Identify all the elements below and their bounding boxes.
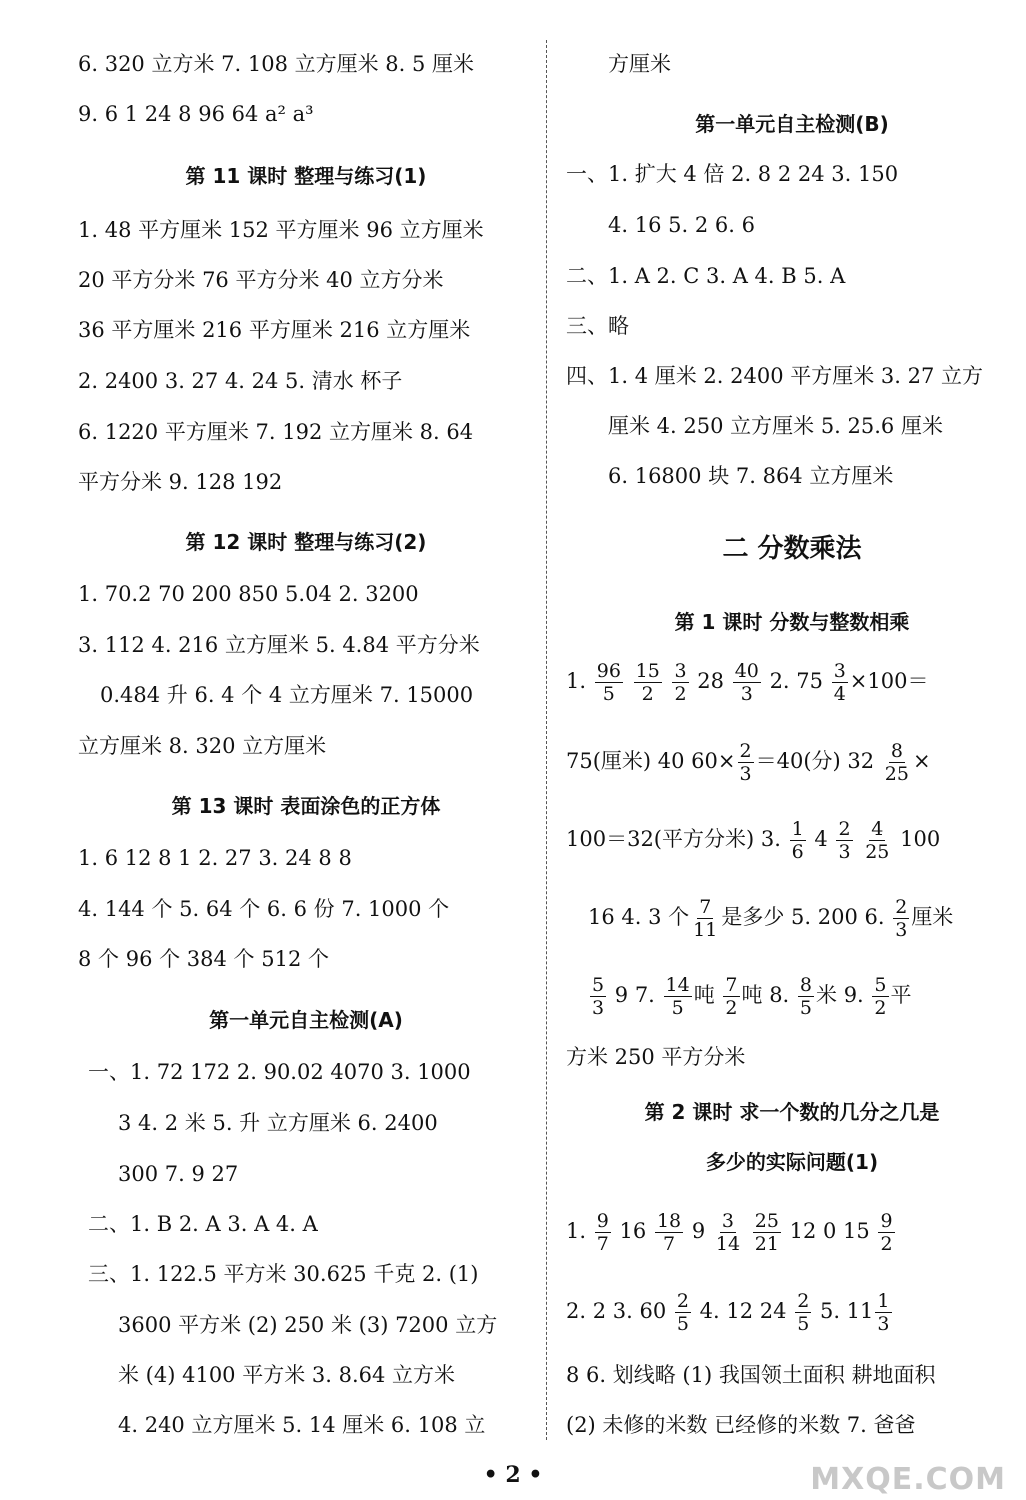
fraction: $\frac{7}{2}$	[725, 974, 738, 1019]
answer-line: 6. 1220 平方厘米 7. 192 立方厘米 8. 64	[78, 420, 474, 444]
answer-line: 2. 2 3. 60 $\frac{2}{5}$ 4. 12 24 $\frac{2}{5}$ 5. 11 $\frac{1}{3}$	[566, 1290, 890, 1335]
answer-line: 8 个 96 个 384 个 512 个	[78, 947, 329, 971]
fraction: $\frac{25}{21}$	[754, 1210, 779, 1255]
answer-line: 二、1. A 2. C 3. A 4. B 5. A	[566, 264, 846, 288]
answer-line: 6. 320 立方米 7. 108 立方厘米 8. 5 厘米	[78, 52, 475, 76]
chapter-title: 二 分数乘法	[722, 534, 862, 564]
answer-line: 四、1. 4 厘米 2. 2400 平方厘米 3. 27 立方	[566, 364, 984, 388]
answer-line: 4. 16 5. 2 6. 6	[608, 213, 755, 237]
fraction: $\frac{7}{11}$	[693, 896, 718, 941]
section-heading: 第一单元自主检测(B)	[695, 112, 889, 136]
fraction: $\frac{14}{5}$	[665, 974, 690, 1019]
answer-line: 3 4. 2 米 5. 升 立方厘米 6. 2400	[118, 1111, 438, 1135]
answer-line: 1. 48 平方厘米 152 平方厘米 96 立方厘米	[78, 218, 484, 242]
fraction: $\frac{2}{3}$	[838, 818, 851, 863]
column-divider	[546, 40, 547, 1440]
answer-line: 4. 144 个 5. 64 个 6. 6 份 7. 1000 个	[78, 897, 450, 921]
answer-line: 9. 6 1 24 8 96 64 a² a³	[78, 102, 314, 126]
answer-line: 0.484 升 6. 4 个 4 立方厘米 7. 15000	[100, 683, 474, 707]
answer-line: 1. 70.2 70 200 850 5.04 2. 3200	[78, 582, 419, 606]
answer-line: 1. 6 12 8 1 2. 27 3. 24 8 8	[78, 846, 352, 870]
answer-line: (2) 未修的米数 已经修的米数 7. 爸爸	[566, 1413, 916, 1437]
fraction: $\frac{96}{5}$	[596, 660, 621, 705]
fraction: $\frac{15}{2}$	[635, 660, 660, 705]
answer-line: 一、1. 扩大 4 倍 2. 8 2 24 3. 150	[566, 162, 899, 186]
answer-line: 1. $\frac{9}{7}$ 16 $\frac{18}{7}$ 9 $\frac{3}{14}$ $\frac{25}{21}$ 12 0 15 $\frac{9}{2}$	[566, 1210, 893, 1255]
answer-line: 平方分米 9. 128 192	[78, 470, 283, 494]
answer-line: 3600 平方米 (2) 250 米 (3) 7200 立方	[118, 1313, 498, 1337]
answer-line: 20 平方分米 76 平方分米 40 立方分米	[78, 268, 444, 292]
fraction: $\frac{2}{3}$	[895, 896, 908, 941]
fraction: $\frac{1}{6}$	[791, 818, 804, 863]
answer-line: $\frac{5}{3}$ 9 7. $\frac{14}{5}$ 吨 $\frac{7}{2}$ 吨 8. $\frac{8}{5}$ 米 9. $\frac{5}{2}$ 平	[592, 974, 912, 1019]
answer-line: 6. 16800 块 7. 864 立方厘米	[608, 464, 894, 488]
section-heading: 多少的实际问题(1)	[705, 1150, 879, 1174]
fraction: $\frac{4}{25}$	[865, 818, 890, 863]
fraction: $\frac{9}{2}$	[880, 1210, 893, 1255]
answer-line: 2. 2400 3. 27 4. 24 5. 清水 杯子	[78, 369, 403, 393]
answer-line: 8 6. 划线略 (1) 我国领土面积 耕地面积	[566, 1363, 936, 1387]
fraction: $\frac{8}{5}$	[799, 974, 813, 1019]
fraction: $\frac{5}{2}$	[874, 974, 887, 1019]
fraction: $\frac{8}{25}$	[884, 740, 909, 785]
fraction: $\frac{18}{7}$	[656, 1210, 682, 1255]
section-heading: 第一单元自主检测(A)	[209, 1008, 403, 1032]
answer-line: 三、1. 122.5 平方米 30.625 千克 2. (1)	[88, 1262, 479, 1286]
fraction: $\frac{2}{3}$	[739, 740, 752, 785]
fraction: $\frac{40}{3}$	[734, 660, 759, 705]
fraction: $\frac{5}{3}$	[592, 974, 605, 1019]
answer-line: 方米 250 平方分米	[566, 1045, 746, 1069]
section-heading: 第 11 课时 整理与练习(1)	[185, 164, 427, 188]
answer-line: 36 平方厘米 216 平方厘米 216 立方厘米	[78, 318, 471, 342]
page-number: • 2 •	[483, 1462, 543, 1488]
section-heading: 第 13 课时 表面涂色的正方体	[171, 794, 441, 818]
answer-line: 立方厘米 8. 320 立方厘米	[78, 734, 327, 758]
watermark-logo: MXQE.COM	[810, 1462, 1006, 1497]
fraction: $\frac{2}{5}$	[797, 1290, 810, 1335]
answer-line: 1. $\frac{96}{5}$ $\frac{15}{2}$ $\frac{3}{2}$ 28 $\frac{40}{3}$ 2. 75 $\frac{3}{4}$ ×100＝	[566, 660, 929, 705]
answer-line: 方厘米	[608, 52, 671, 76]
answer-line: 4. 240 立方厘米 5. 14 厘米 6. 108 立	[118, 1413, 486, 1437]
fraction: $\frac{3}{4}$	[833, 660, 846, 705]
answer-line: 三、略	[566, 314, 629, 338]
answer-line: 一、1. 72 172 2. 90.02 4070 3. 1000	[88, 1060, 471, 1084]
answer-line: 米 (4) 4100 平方米 3. 8.64 立方米	[118, 1363, 456, 1387]
answer-line: 75(厘米) 40 60× $\frac{2}{3}$ ＝40(分) 32 $\frac{8}{25}$ ×	[566, 740, 931, 785]
fraction: $\frac{1}{3}$	[877, 1290, 890, 1335]
section-heading: 第 2 课时 求一个数的几分之几是	[644, 1100, 940, 1124]
section-heading: 第 1 课时 分数与整数相乘	[674, 610, 910, 634]
section-heading: 第 12 课时 整理与练习(2)	[185, 530, 427, 554]
answer-line: 3. 112 4. 216 立方厘米 5. 4.84 平方分米	[78, 633, 480, 657]
fraction: $\frac{3}{14}$	[715, 1210, 741, 1255]
answer-line: 厘米 4. 250 立方厘米 5. 25.6 厘米	[608, 414, 943, 438]
fraction: $\frac{2}{5}$	[676, 1290, 689, 1335]
fraction: $\frac{3}{2}$	[674, 660, 687, 705]
answer-line: 16 4. 3 个 $\frac{7}{11}$ 是多少 5. 200 6. $\frac{2}{3}$ 厘米	[588, 896, 954, 941]
answer-line: 100＝32(平方分米) 3. $\frac{1}{6}$ 4 $\frac{2}{3}$ $\frac{4}{25}$ 100	[566, 818, 941, 863]
answer-line: 二、1. B 2. A 3. A 4. A	[88, 1212, 318, 1236]
fraction: $\frac{9}{7}$	[596, 1210, 609, 1255]
answer-line: 300 7. 9 27	[118, 1162, 239, 1186]
